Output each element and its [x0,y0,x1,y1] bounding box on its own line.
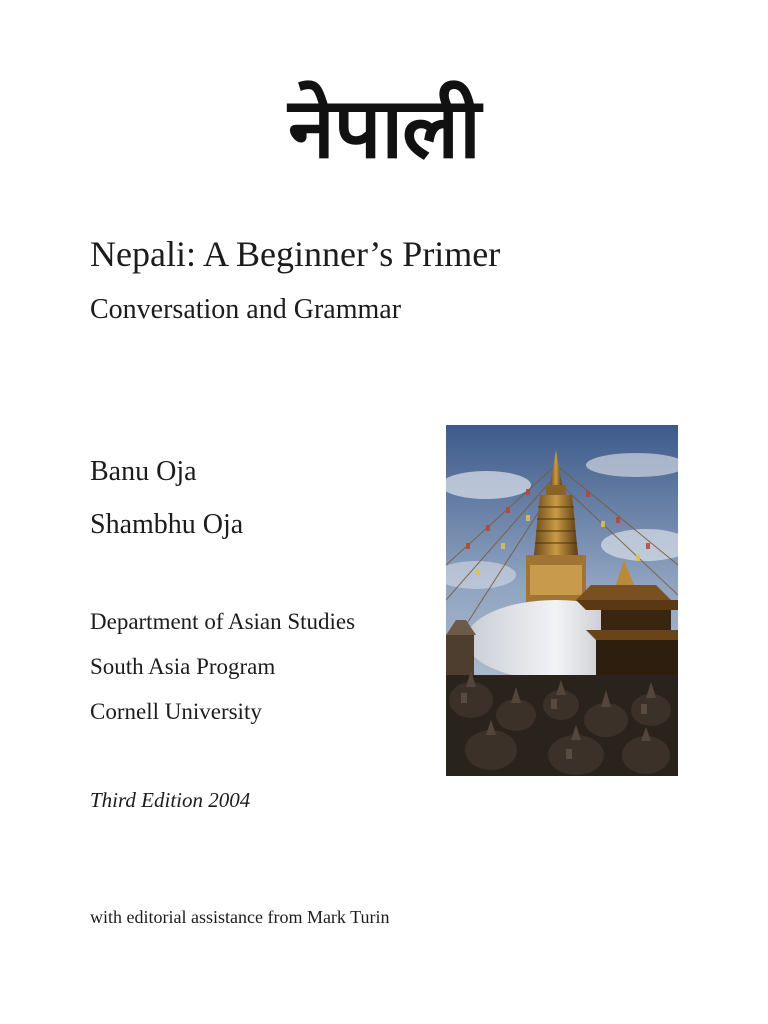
book-title: Nepali: A Beginner’s Primer [90,234,501,274]
book-subtitle: Conversation and Grammar [90,294,402,325]
edition-line: Third Edition 2004 [90,788,251,812]
affiliation-program: South Asia Program [90,654,276,679]
affiliation-university: Cornell University [90,699,262,724]
devanagari-title: नेपाली [288,79,480,177]
affiliation-department: Department of Asian Studies [90,609,356,634]
stupa-photo [446,425,678,776]
author-name: Shambhu Oja [90,509,244,540]
author-name: Banu Oja [90,456,197,487]
editorial-credit: with editorial assistance from Mark Turin [90,907,390,927]
